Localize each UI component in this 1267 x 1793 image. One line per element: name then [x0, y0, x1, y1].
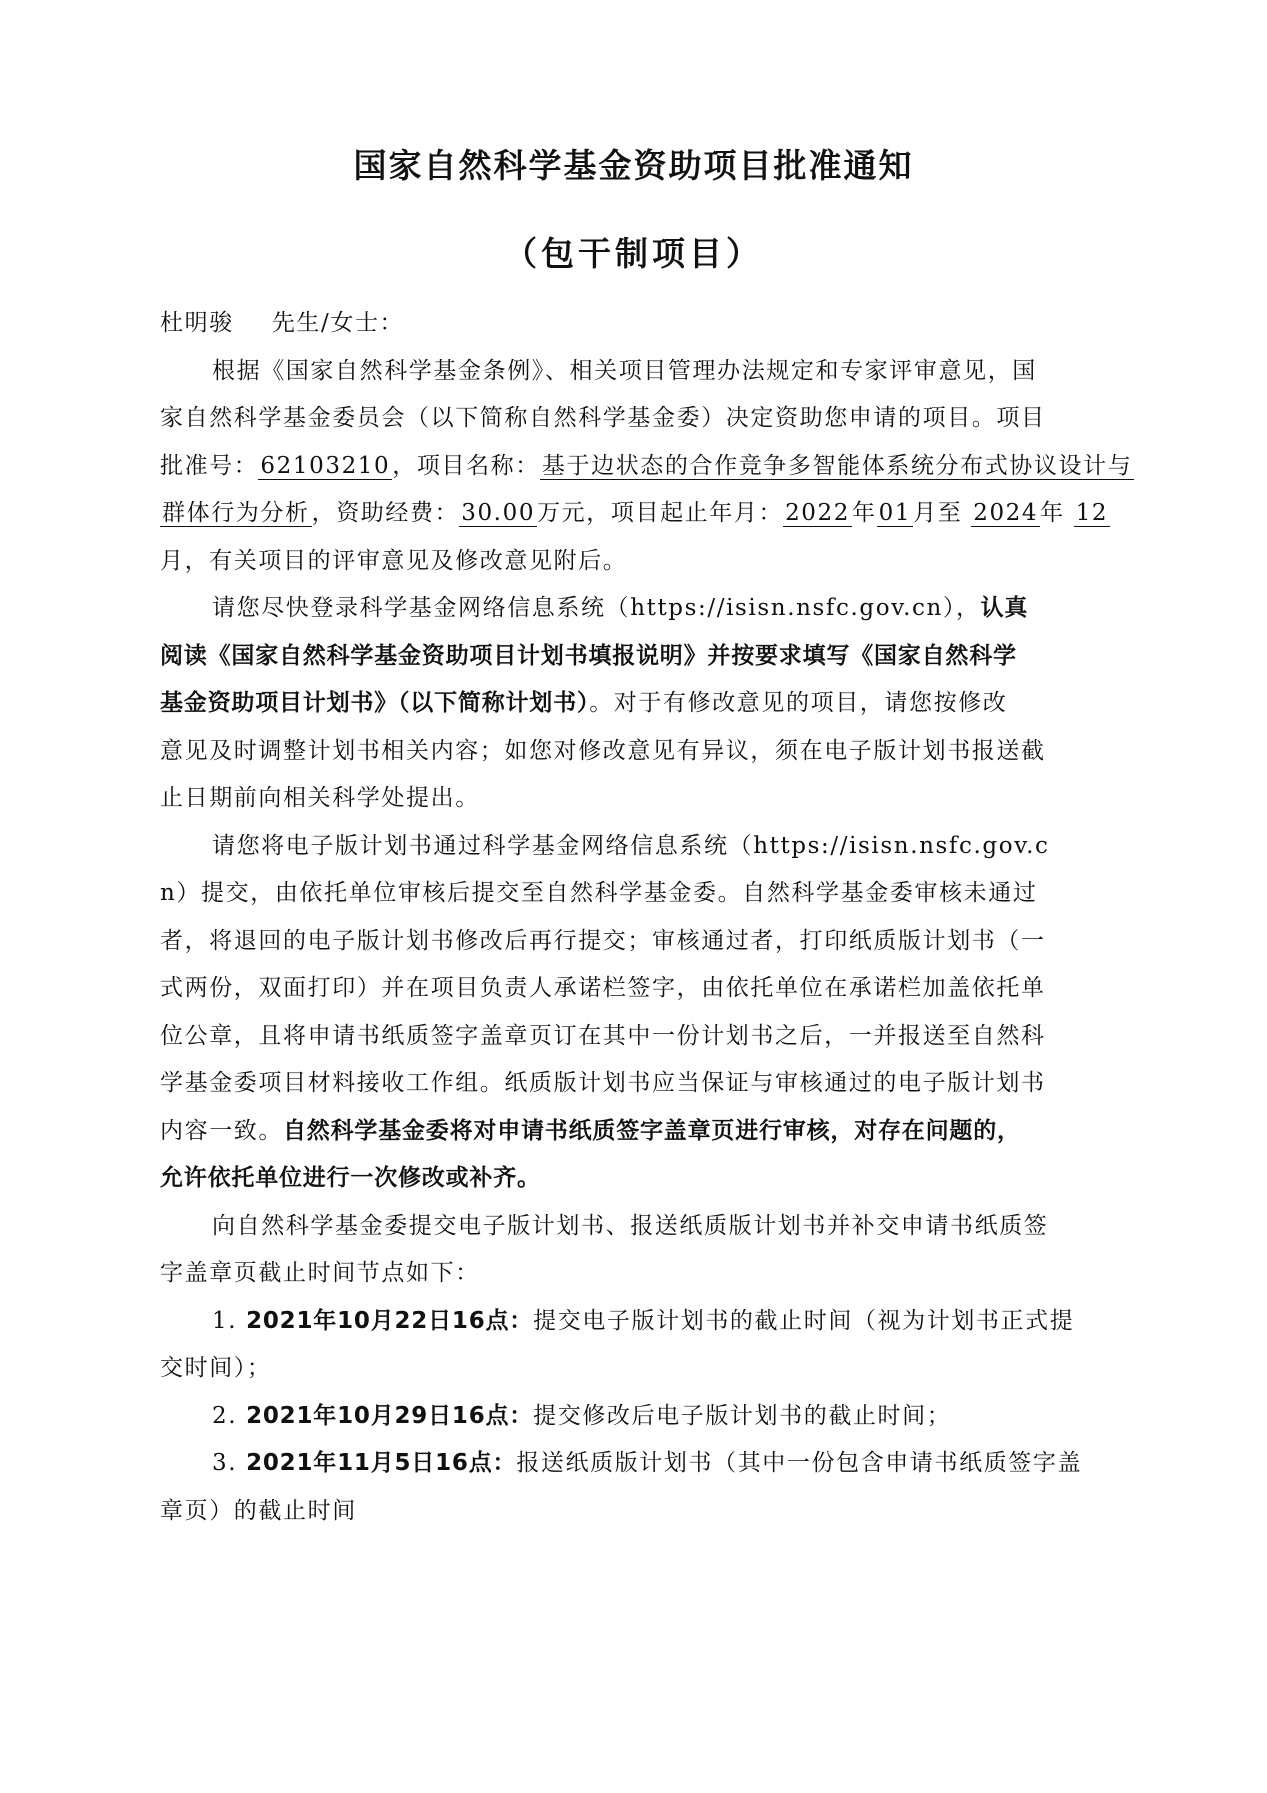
p1-line: 批准号：62103210，项目名称：基于边状态的合作竞争多智能体系统分布式协议设计与	[160, 452, 1133, 479]
deadline-item-cont: 章页）的截止时间	[160, 1497, 357, 1524]
deadline-item: 3. 2021年11月5日16点：报送纸质版计划书（其中一份包含申请书纸质签字盖	[212, 1450, 1083, 1476]
funding-amount: 30.00	[461, 500, 536, 526]
p1-line: 根据《国家自然科学基金条例》、相关项目管理办法规定和专家评审意见，国	[212, 357, 1037, 384]
p4-line: 字盖章页截止时间节点如下：	[160, 1260, 480, 1286]
project-name-cont: 群体行为分析	[162, 500, 310, 526]
p2-line: 请您尽快登录科学基金网络信息系统（https://isisn.nsfc.gov.cn），认真	[212, 595, 1029, 621]
notice-body	[160, 300, 1133, 1535]
p3-line: 允许依托单位进行一次修改或补齐。	[160, 1165, 541, 1191]
p1-line: 群体行为分析，资助经费：30.00万元，项目起止年月：2022年01月至 2024年 12	[162, 500, 1109, 526]
end-month: 12	[1075, 500, 1109, 526]
p4-line: 向自然科学基金委提交电子版计划书、报送纸质版计划书并补交申请书纸质签	[212, 1212, 1049, 1239]
honorific: 先生/女士：	[271, 310, 405, 336]
deadline-item-cont: 交时间）；	[160, 1355, 272, 1381]
p3-line: 内容一致。自然科学基金委将对申请书纸质签字盖章页进行审核，对存在问题的，	[160, 1117, 1021, 1144]
p3-line: 者，将退回的电子版计划书修改后再行提交；审核通过者，打印纸质版计划书（一	[160, 927, 1046, 954]
p3-line: 学基金委项目材料接收工作组。纸质版计划书应当保证与审核通过的电子版计划书	[160, 1070, 1046, 1096]
deadline-date: 2021年11月5日16点：	[246, 1450, 517, 1476]
p3-line: n）提交，由依托单位审核后提交至自然科学基金委。自然科学基金委审核未通过	[160, 880, 1038, 906]
p2-line: 阅读《国家自然科学基金资助项目计划书填报说明》并按要求填写《国家自然科学	[160, 642, 1017, 669]
approval-number: 62103210	[260, 452, 391, 479]
p3-line: 式两份，双面打印）并在项目负责人承诺栏签字，由依托单位在承诺栏加盖依托单	[160, 975, 1046, 1001]
deadline-date: 2021年10月29日16点：	[246, 1402, 534, 1429]
deadline-item: 2. 2021年10月29日16点：提交修改后电子版计划书的截止时间；	[212, 1402, 952, 1429]
page-title: 国家自然科学基金资助项目批准通知	[353, 146, 914, 185]
page-subtitle: （包干制项目）	[504, 234, 763, 273]
project-name: 基于边状态的合作竞争多智能体系统分布式协议设计与	[541, 452, 1133, 479]
p2-line: 基金资助项目计划书》（以下简称计划书）。对于有修改意见的项目，请您按修改	[160, 690, 1008, 716]
deadline-date: 2021年10月22日16点：	[246, 1307, 534, 1334]
p3-line: 位公章，且将申请书纸质签字盖章页订在其中一份计划书之后，一并报送至自然科	[160, 1022, 1046, 1049]
salutation	[160, 300, 1085, 348]
p3-line: 请您将电子版计划书通过科学基金网络信息系统（https://isisn.nsfc.gov.c	[212, 832, 1050, 859]
start-month: 01	[878, 500, 912, 526]
recipient-name: 杜明骏	[160, 310, 234, 336]
p2-line: 止日期前向相关科学处提出。	[160, 785, 480, 811]
p1-line: 家自然科学基金委员会（以下简称自然科学基金委）决定资助您申请的项目。项目	[160, 405, 1046, 431]
start-year: 2022	[785, 500, 851, 526]
end-year: 2024	[973, 500, 1039, 526]
deadline-item: 1. 2021年10月22日16点：提交电子版计划书的截止时间（视为计划书正式提	[212, 1307, 1075, 1334]
p1-line: 月，有关项目的评审意见及修改意见附后。	[160, 547, 628, 574]
p2-line: 意见及时调整计划书相关内容；如您对修改意见有异议，须在电子版计划书报送截	[160, 737, 1046, 764]
